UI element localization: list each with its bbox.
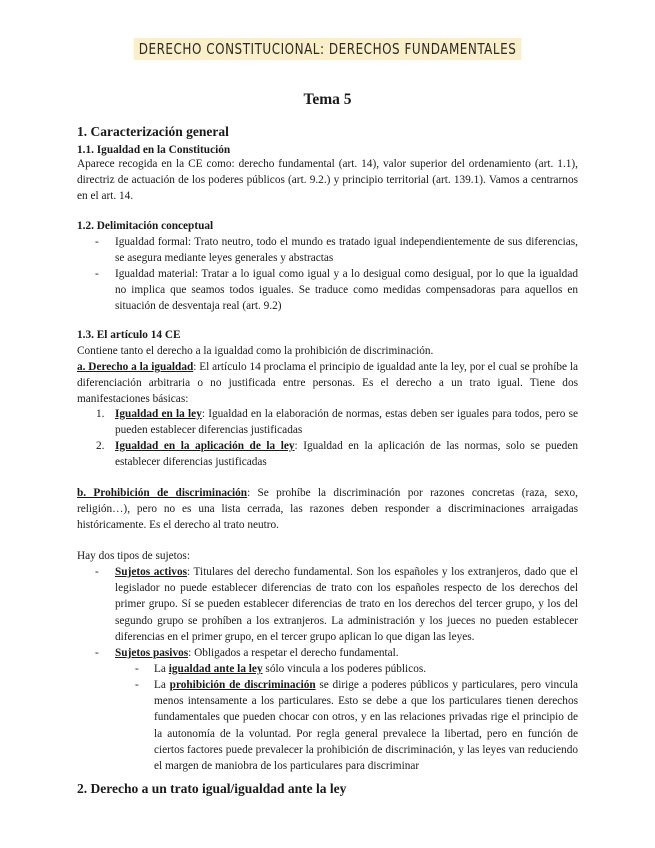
sp2-pre: La xyxy=(154,679,170,691)
sujetos-pasivos-label: Sujetos pasivos xyxy=(115,647,189,659)
sujetos-pasivos-text: : Obligados a respetar el derecho fundamental. xyxy=(188,647,399,659)
section-1-heading: 1. Caracterización general xyxy=(77,124,229,139)
paragraph-prohibicion-discriminacion xyxy=(77,485,578,534)
prohibicion-discriminacion-text: : Se prohíbe la discriminación por razones concretas (raza, sexo, religión…), pero no es una lista cerrada, las razones deben responder a discriminaciones arraigadas históricamente. Es el derecho al trato neutro. xyxy=(77,487,578,532)
prohibicion-label: prohibición de discriminación xyxy=(169,679,316,691)
sp1-pre: La xyxy=(154,663,169,675)
igualdad-en-ley-label: Igualdad en la ley xyxy=(115,408,202,420)
paragraph-tipos-sujetos: Hay dos tipos de sujetos: xyxy=(77,550,190,562)
dash-marker: - xyxy=(135,663,139,675)
sujetos-activos-text: : Titulares del derecho fundamental. Son los españoles y los extranjeros, dado que el legislador no puede establecer diferencias de trato con los españoles respecto de los derechos del primer grupo. Sí se pueden establecer diferencias de trato en los derechos del tercer grupo, y los del segundo grupo se prohíben a los extranjeros. La administración y los jueces no pueden establecer diferencias en el primer grupo, en el tercer grupo aplican lo que digan las leyes. xyxy=(115,566,579,643)
dash-marker: - xyxy=(95,647,99,659)
paragraph-contiene: Contiene tanto el derecho a la igualdad como la prohibición de discriminación. xyxy=(77,345,434,357)
derecho-igualdad-label: a. Derecho a la igualdad xyxy=(77,361,194,373)
subsection-1-2-heading: 1.2. Delimitación conceptual xyxy=(77,220,214,232)
subsection-1-1-heading: 1.1. Igualdad en la Constitución xyxy=(77,144,231,156)
subbullet-igualdad-ante-ley xyxy=(154,661,578,677)
item-igualdad-en-la-ley xyxy=(115,406,578,438)
prohibicion-discriminacion-label: b. Prohibición de discriminación xyxy=(77,487,248,499)
sp1-text: sólo vincula a los poderes públicos. xyxy=(262,663,427,675)
sujetos-activos-label: Sujetos activos xyxy=(115,566,187,578)
dash-marker: - xyxy=(95,236,99,248)
paragraph-igualdad-constitucion: Aparece recogida en la CE como: derecho fundamental (art. 14), valor superior del ordenamiento (art. 1.1), directriz de actuación de los poderes públicos (art. 9.2.) y principio territorial (art. 139.1). Vamos a centrarnos en el art. 14. xyxy=(77,158,578,203)
igualdad-en-ley-text: : Igualdad en la elaboración de normas, estas deben ser iguales para todos, pero se pueden establecer diferencias justificadas xyxy=(115,408,579,437)
igualdad-aplicacion-label: Igualdad en la aplicación de la ley xyxy=(115,440,295,452)
paragraph-derecho-igualdad xyxy=(77,359,578,408)
igualdad-aplicacion-text: : Igualdad en la aplicación de las normas, solo se pueden establecer diferencias justificadas xyxy=(115,440,578,469)
sp2-text: se dirige a poderes públicos y particulares, pero vincula menos intensamente a los particulares. Esto se debe a que los particulares tienen derechos fundamentales que pueden chocar con otros, y en las relaciones privadas rige el principio de la autonomía de la voluntad. Por regla general prevalece la libertad, pero en función de ciertos factores puede prevalecer la prohibición de discriminación, y las leyes van reduciendo el margen de maniobra de los particulares para discriminar xyxy=(154,679,578,773)
section-2-heading: 2. Derecho a un trato igual/igualdad ante la ley xyxy=(77,781,347,796)
document-title: DERECHO CONSTITUCIONAL: DERECHOS FUNDAMENTALES xyxy=(134,38,522,60)
igualdad-ante-ley-label: igualdad ante la ley xyxy=(168,663,263,675)
tema-heading: Tema 5 xyxy=(303,91,352,108)
dash-marker: - xyxy=(95,566,99,578)
dash-marker: - xyxy=(95,268,99,280)
bullet-sujetos-pasivos xyxy=(115,645,578,661)
number-marker-2: 2. xyxy=(96,440,105,452)
derecho-igualdad-text: : El artículo 14 proclama el principio de igualdad ante la ley, por el cual se prohíbe la diferenciación arbitraria o no justificada entre personas. Es el derecho a un trato igual. Tiene dos manifestaciones básicas: xyxy=(77,361,578,406)
dash-marker: - xyxy=(135,679,139,691)
bullet-igualdad-material: Igualdad material: Tratar a lo igual como igual y a lo desigual como desigual, por lo que la igualdad no implica que seamos todos iguales. Se traduce como medidas compensadoras para aquellos en situación de desventaja real (art. 9.2) xyxy=(115,268,578,313)
number-marker-1: 1. xyxy=(96,408,105,420)
subbullet-prohibicion-discriminacion xyxy=(154,677,578,774)
bullet-igualdad-formal: Igualdad formal: Trato neutro, todo el mundo es tratado igual independientemente de sus diferencias, se asegura mediante leyes generales y abstractas xyxy=(115,236,578,265)
bullet-sujetos-activos xyxy=(115,564,578,645)
item-igualdad-aplicacion xyxy=(115,438,578,470)
subsection-1-3-heading: 1.3. El artículo 14 CE xyxy=(77,329,181,341)
